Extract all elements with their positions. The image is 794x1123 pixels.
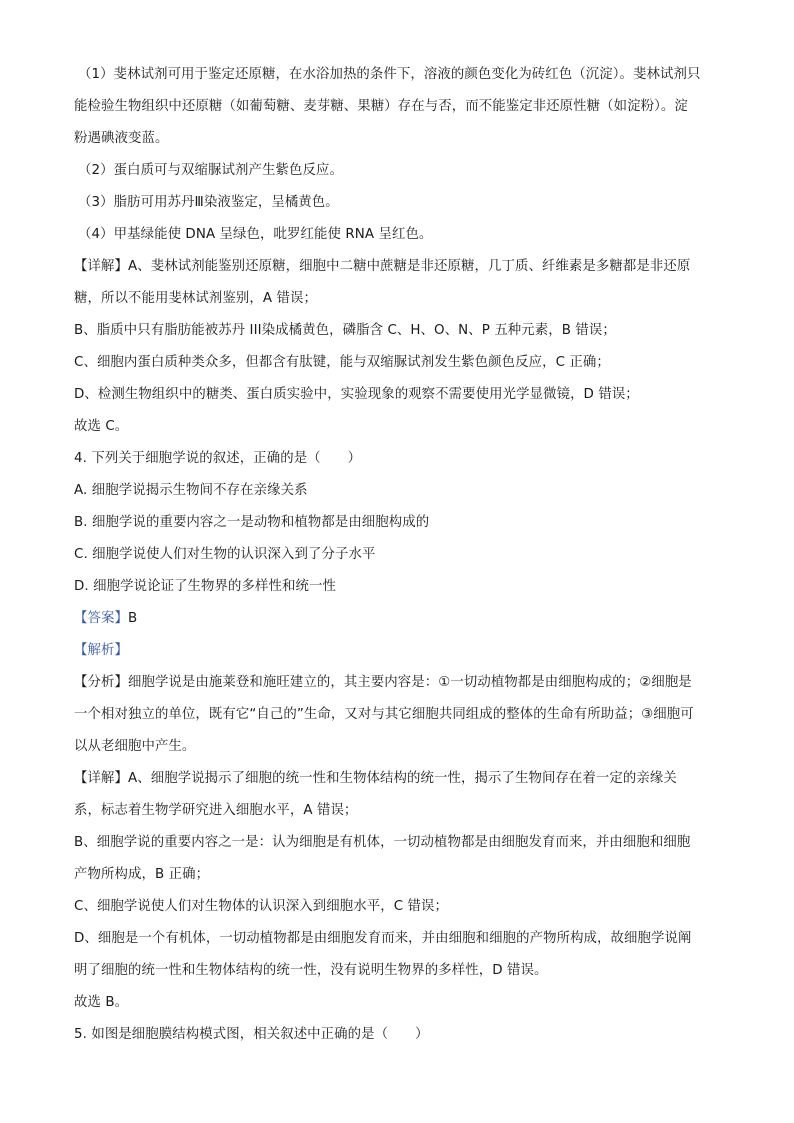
note-item1-line3: 粉遇碘液变蓝。	[74, 131, 169, 146]
q4-detail-tag: 【详解】	[74, 771, 128, 786]
q3-conclusion: 故选 C。	[74, 419, 129, 434]
q4-stem: 4. 下列关于细胞学说的叙述，正确的是（ ）	[74, 451, 362, 466]
q3-detail-a-line2: 糖，所以不能用斐林试剂鉴别，A 错误；	[74, 291, 317, 306]
q3-detail-a-line1	[74, 258, 724, 276]
q3-detail-c: C、细胞内蛋白质种类众多，但都含有肽键，能与双缩脲试剂发生紫色颜色反应，C 正确；	[74, 355, 610, 370]
q4-option-d: D. 细胞学说论证了生物界的多样性和统一性	[74, 579, 336, 594]
note-item4: （4）甲基绿能使 DNA 呈绿色，吡罗红能使 RNA 呈红色。	[78, 227, 433, 242]
q4-detail-b-line2: 产物所构成，B 正确；	[74, 867, 210, 882]
q5-stem: 5. 如图是细胞膜结构模式图，相关叙述中正确的是（ ）	[74, 1027, 429, 1042]
q4-analysis-tag: 【解析】	[74, 643, 128, 658]
q3-detail-a-text: A、斐林试剂能鉴别还原糖，细胞中二糖中蔗糖是非还原糖，几丁质、纤维素是多糖都是非还原	[127, 259, 691, 274]
q3-detail-tag: 【详解】	[74, 259, 128, 274]
q3-detail-b: B、脂质中只有脂肪能被苏丹 III染成橘黄色，磷脂含 C、H、O、N、P 五种元素，B 错误；	[74, 323, 616, 338]
q4-option-b: B. 细胞学说的重要内容之一是动物和植物都是由细胞构成的	[74, 515, 430, 530]
q4-detail-a-line2: 系，标志着生物学研究进入细胞水平，A 错误；	[74, 803, 358, 818]
q4-conclusion: 故选 B。	[74, 995, 129, 1010]
q4-analysis-line2: 一个相对独立的单位，既有它“自己的”生命，又对与其它细胞共同组成的整体的生命有所助益；③细胞可	[74, 707, 694, 722]
q4-detail-a-line1	[74, 770, 724, 788]
note-item1-line1: （1）斐林试剂可用于鉴定还原糖，在水浴加热的条件下，溶液的颜色变化为砖红色（沉淀）。斐林试剂只	[78, 67, 701, 82]
q4-option-a: A. 细胞学说揭示生物间不存在亲缘关系	[74, 483, 308, 498]
note-item1-line2: 能检验生物组织中还原糖（如葡萄糖、麦芽糖、果糖）存在与否，而不能鉴定非还原性糖（如淀粉）。淀	[74, 99, 688, 114]
q4-analysis-text1: 细胞学说是由施莱登和施旺建立的，其主要内容是：①一切动植物都是由细胞构成的；②细胞是	[127, 675, 692, 690]
note-item2: （2）蛋白质可与双缩脲试剂产生紫色反应。	[78, 163, 343, 178]
q4-detail-d-line1: D、细胞是一个有机体，一切动植物都是由细胞发育而来，并由细胞和细胞的产物所构成，故细胞学说阐	[74, 931, 692, 946]
q3-detail-d: D、检测生物组织中的糖类、蛋白质实验中，实验现象的观察不需要使用光学显微镜，D 错误；	[74, 387, 639, 402]
q4-detail-b-line1: B、细胞学说的重要内容之一是：认为细胞是有机体，一切动植物都是由细胞发育而来，并由细胞和细胞	[74, 835, 691, 850]
q4-analysis-line3: 以从老细胞中产生。	[74, 739, 196, 754]
q4-option-c: C. 细胞学说使人们对生物的认识深入到了分子水平	[74, 547, 376, 562]
q4-detail-a-text: A、细胞学说揭示了细胞的统一性和生物体结构的统一性，揭示了生物间存在着一定的亲缘关	[127, 771, 677, 786]
note-item3: （3）脂肪可用苏丹Ⅲ染液鉴定，呈橘黄色。	[78, 195, 339, 210]
q4-answer	[74, 610, 724, 628]
q4-answer-value: B	[127, 611, 138, 626]
q4-analysis-label: 【分析】	[74, 675, 128, 690]
q4-analysis-line1	[74, 674, 724, 692]
q4-detail-d-line2: 明了细胞的统一性和生物体结构的统一性，没有说明生物界的多样性，D 错误。	[74, 963, 548, 978]
q4-answer-tag: 【答案】	[74, 611, 128, 626]
q4-detail-c: C、细胞学说使人们对生物体的认识深入到细胞水平，C 错误；	[74, 899, 449, 914]
q4-analysis-heading	[74, 642, 724, 660]
